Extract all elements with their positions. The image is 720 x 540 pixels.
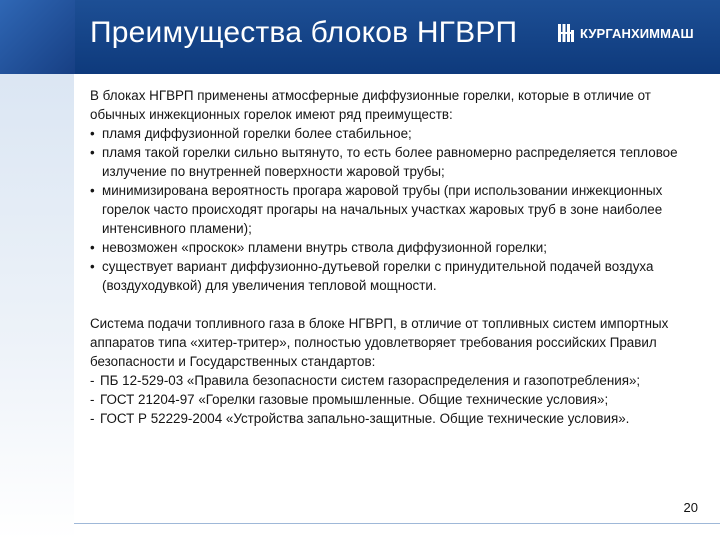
paragraph-spacer [90,295,695,314]
header-bar [0,0,720,74]
list-item: • пламя диффузионной горелки более стабильное; [90,124,695,143]
standards-list [90,371,695,428]
footer-divider [74,523,720,524]
list-item: • невозможен «проскок» пламени внутрь ствола диффузионной горелки; [90,238,695,257]
list-item: • минимизирована вероятность прогара жаровой трубы (при использовании инжекционных горелок часто происходят прогары на начальных участках жаровых труб в зоне наиболее интенсивного пламени); [90,181,695,238]
logo-text: КУРГАНХИММАШ [580,25,694,41]
company-logo [558,24,694,42]
header-corner-decoration [0,0,75,74]
list-item: • существует вариант диффузионно-дутьевой горелки с принудительной подачей воздуха (воздуходувкой) для увеличения тепловой мощности. [90,257,695,295]
list-item: - ГОСТ Р 52229-2004 «Устройства запально-защитные. Общие технические условия». [90,409,695,428]
kurganhimmash-logo-icon [558,24,574,42]
left-decorative-band [0,74,74,540]
system-paragraph: Система подачи топливного газа в блоке НГВРП, в отличие от топливных систем импортных аппаратов типа «хитер-тритер», полностью удовлетворяет требования российских Правил безопасности и Государственных стандартов: [90,316,669,369]
intro-paragraph: В блоках НГВРП применены атмосферные диффузионные горелки, которые в отличие от обычных инжекционных горелок имеют ряд преимуществ: [90,88,651,122]
list-item: - ПБ 12-529-03 «Правила безопасности систем газораспределения и газопотребления»; [90,371,695,390]
list-item: • пламя такой горелки сильно вытянуто, то есть более равномерно распределяется тепловое излучение по внутренней поверхности жаровой трубы; [90,143,695,181]
page-title: Преимущества блоков НГВРП [90,16,518,49]
list-item: - ГОСТ 21204-97 «Горелки газовые промышленные. Общие технические условия»; [90,390,695,409]
slide-body [90,86,695,428]
advantages-list [90,124,695,295]
page-number: 20 [683,500,698,515]
